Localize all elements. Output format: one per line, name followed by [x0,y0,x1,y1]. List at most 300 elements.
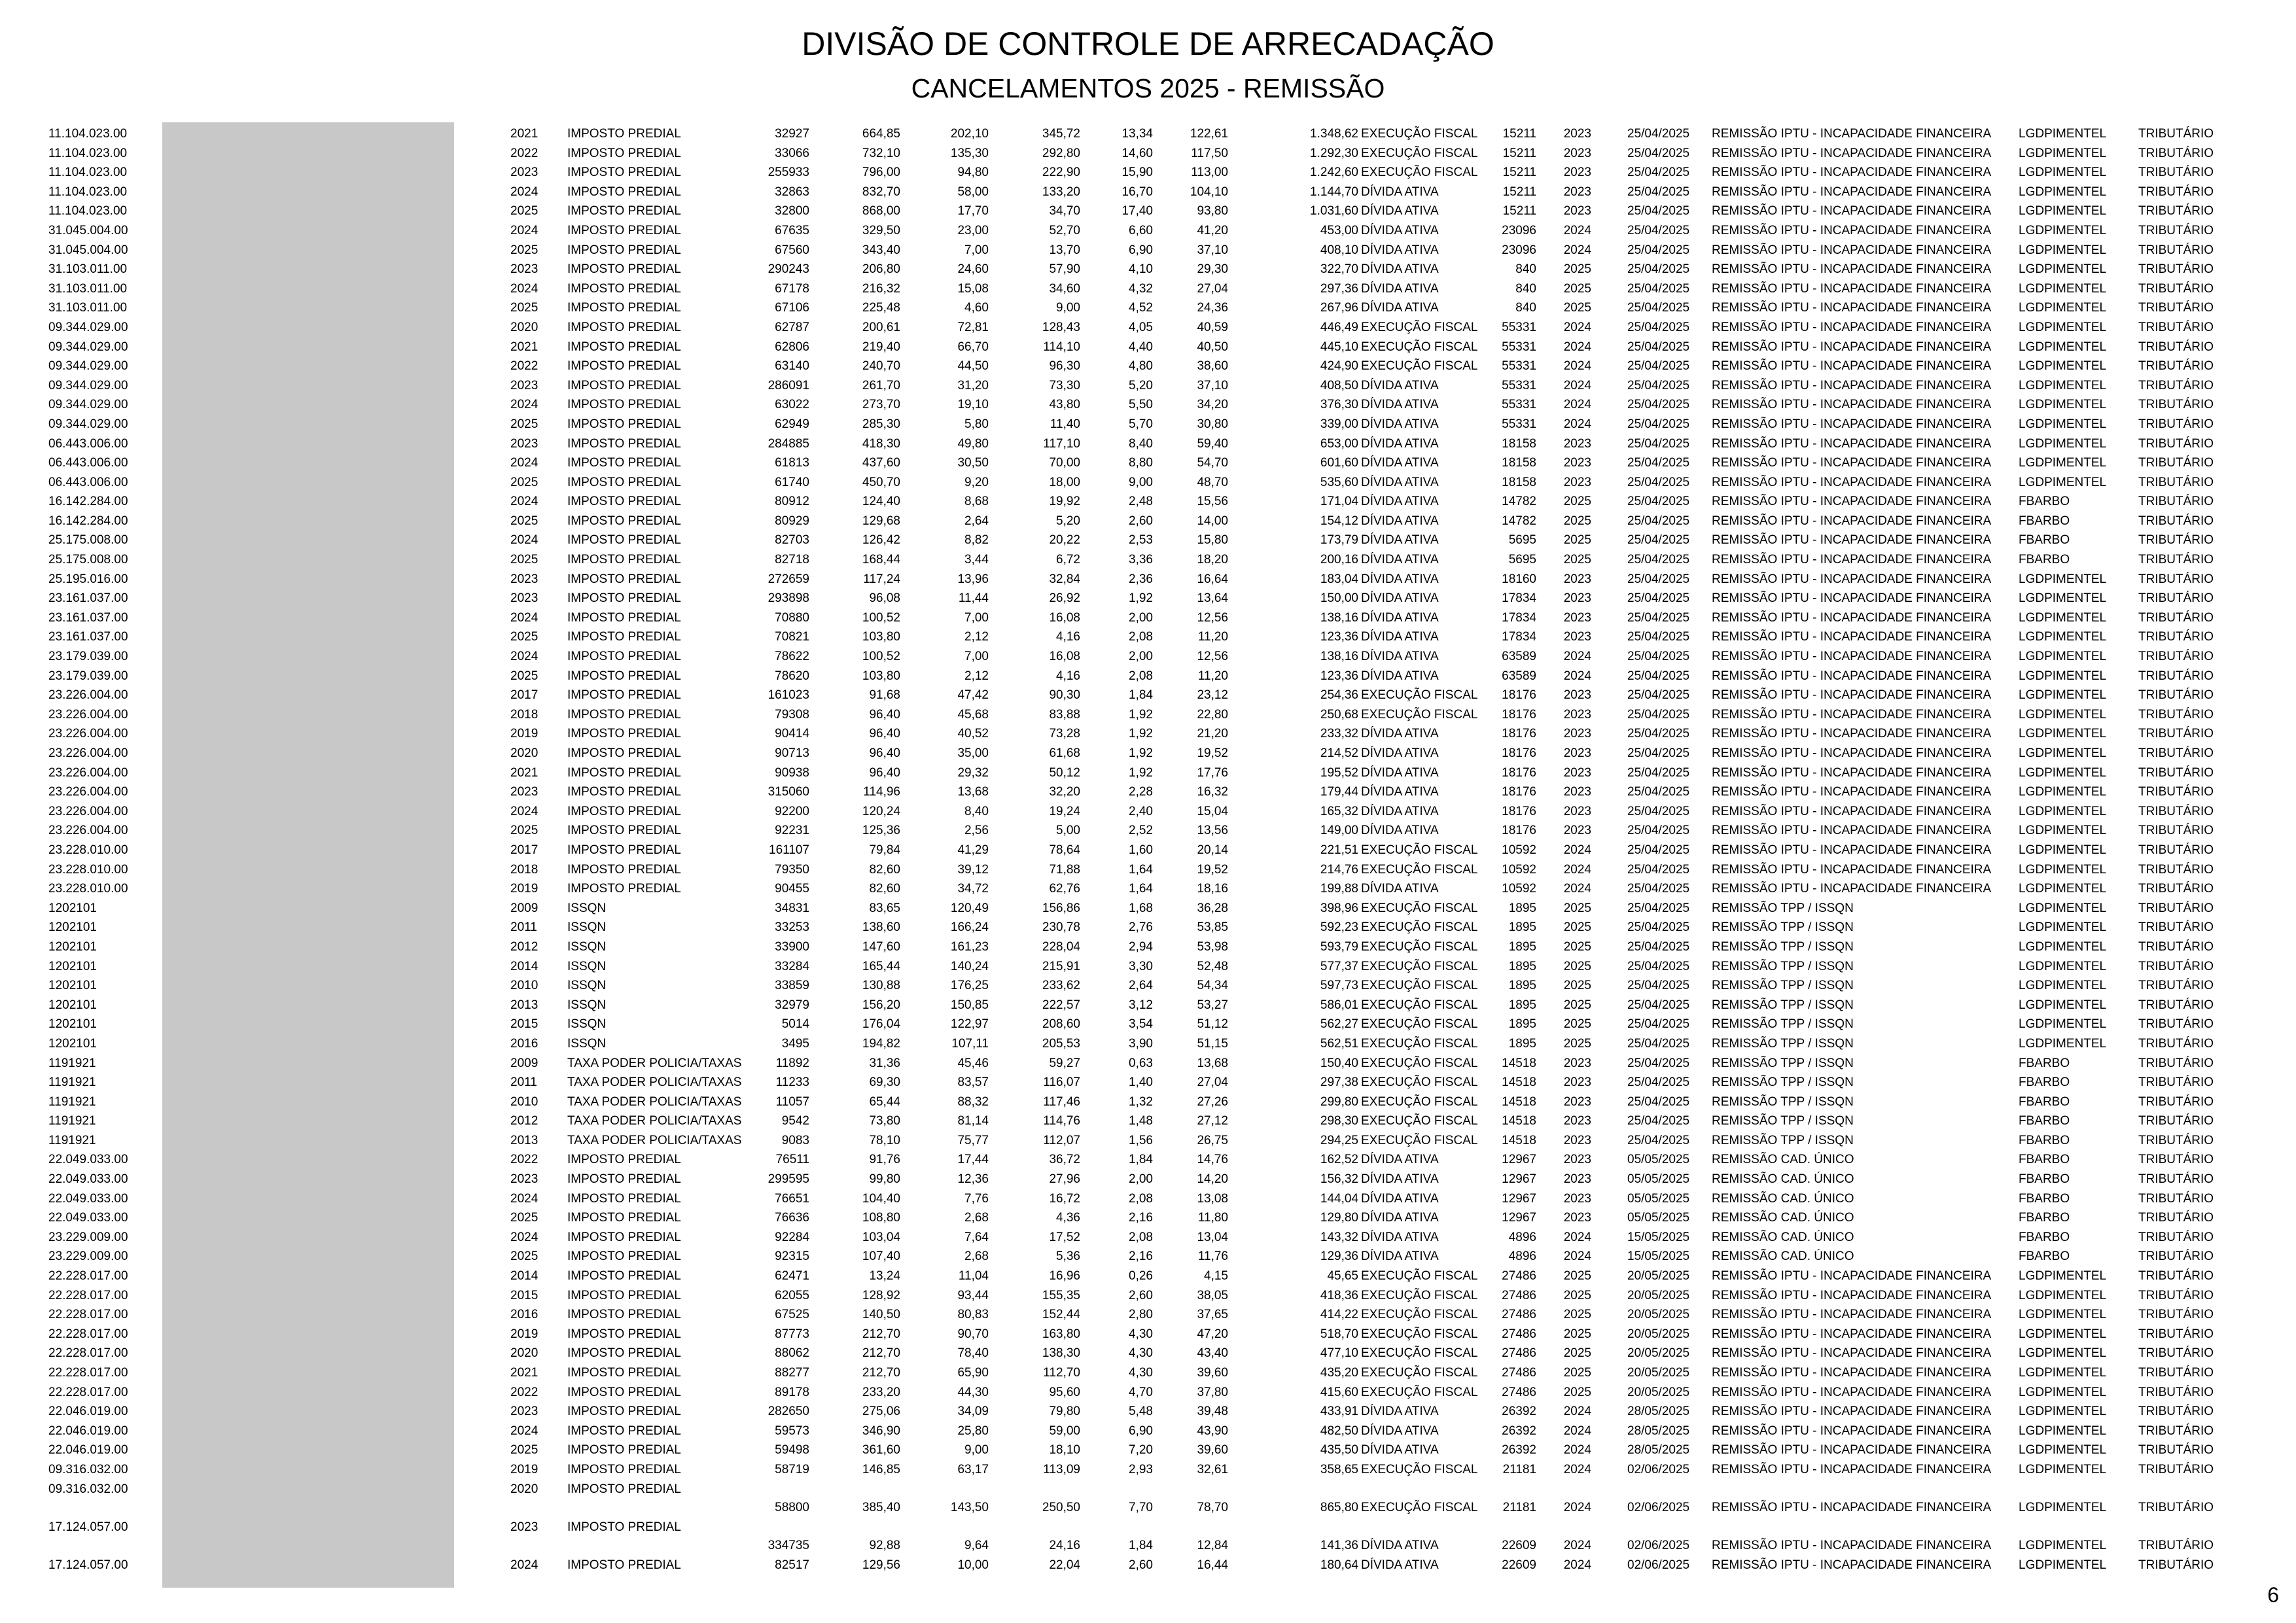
table-row [0,782,2296,802]
cell-inscricao: 31.045.004.00 [48,243,128,257]
table-row [0,1054,2296,1073]
cell-juros: 233,62 [1042,979,1080,993]
cell-setor: TRIBUTÁRIO [2138,1462,2214,1476]
cell-ano-processo: 2024 [1563,1249,1591,1264]
cell-processo: 17834 [1502,630,1536,644]
cell-situacao: EXECUÇÃO FISCAL [1361,1075,1478,1090]
cell-multa: 7,00 [964,243,989,257]
cell-data: 15/05/2025 [1627,1230,1690,1244]
cell-situacao: EXECUÇÃO FISCAL [1361,843,1478,857]
table-row [0,1556,2296,1575]
cell-valor: 146,85 [862,1462,900,1476]
cell-multa: 4,60 [964,301,989,315]
cell-exercicio: 2022 [510,359,539,374]
cell-juros: 22,04 [1049,1558,1080,1572]
cell-valor: 796,00 [862,166,900,180]
cell-situacao: EXECUÇÃO FISCAL [1361,1385,1478,1399]
cell-taxa: 2,60 [1129,1558,1153,1572]
cell-juros: 16,08 [1049,650,1080,664]
cell-usuario: LGDPIMENTEL [2019,417,2107,431]
cell-motivo: REMISSÃO IPTU - INCAPACIDADE FINANCEIRA [1712,184,1992,199]
table-row [0,899,2296,918]
cell-juros: 43,80 [1049,398,1080,412]
cell-motivo: REMISSÃO IPTU - INCAPACIDADE FINANCEIRA [1712,746,1992,760]
cell-motivo: REMISSÃO IPTU - INCAPACIDADE FINANCEIRA [1712,824,1992,838]
cell-taxa: 2,28 [1129,785,1153,799]
cell-exercicio: 2025 [510,1249,539,1264]
cell-juros: 73,28 [1049,727,1080,741]
cell-total: 535,60 [1320,475,1358,489]
cell-ano-processo: 2023 [1563,1211,1591,1225]
cell-juros: 4,16 [1056,630,1080,644]
cell-taxa: 2,08 [1129,669,1153,683]
cell-usuario: LGDPIMENTEL [2019,630,2107,644]
cell-correcao: 17,76 [1197,765,1228,780]
cell-ano-processo: 2023 [1563,1191,1591,1206]
table-row [0,957,2296,977]
cell-multa: 15,08 [957,281,989,296]
cell-juros: 345,72 [1042,127,1080,141]
table-row [0,1344,2296,1363]
cell-taxa: 8,80 [1129,456,1153,470]
cell-data: 28/05/2025 [1627,1405,1690,1419]
cell-processo: 55331 [1502,398,1536,412]
cell-juros: 205,53 [1042,1036,1080,1051]
cell-valor: 233,20 [862,1385,900,1399]
cell-ano-processo: 2023 [1563,436,1591,451]
cell-total: 592,23 [1320,920,1358,935]
table-row [0,937,2296,957]
table-row [0,802,2296,822]
cell-data: 25/04/2025 [1627,184,1690,199]
cell-processo: 840 [1515,301,1536,315]
table-row [0,163,2296,183]
cell-taxa: 3,90 [1129,1036,1153,1051]
cell-processo: 18176 [1502,765,1536,780]
cell-data: 25/04/2025 [1627,146,1690,160]
cell-valor: 385,40 [862,1500,900,1514]
cell-motivo: REMISSÃO IPTU - INCAPACIDADE FINANCEIRA [1712,1346,1992,1361]
cell-taxa: 4,70 [1129,1385,1153,1399]
cell-correcao: 27,12 [1197,1114,1228,1128]
cell-multa: 135,30 [950,146,989,160]
cell-exercicio: 2013 [510,1133,539,1147]
cell-valor: 219,40 [862,340,900,354]
cell-data: 25/04/2025 [1627,804,1690,818]
cell-taxa: 4,30 [1129,1366,1153,1380]
cell-inscricao: 23.226.004.00 [48,707,128,722]
cell-exercicio: 2023 [510,436,539,451]
cell-ano-processo: 2025 [1563,553,1591,567]
cell-exercicio: 2025 [510,1211,539,1225]
cell-multa: 13,96 [957,572,989,586]
cell-juros: 11,40 [1050,417,1080,431]
cell-motivo: REMISSÃO IPTU - INCAPACIDADE FINANCEIRA [1712,1308,1992,1322]
cell-valor: 114,96 [863,785,900,799]
cell-total: 586,01 [1320,998,1358,1012]
cell-processo: 1895 [1508,1036,1536,1051]
cell-motivo: REMISSÃO IPTU - INCAPACIDADE FINANCEIRA [1712,514,1992,528]
cell-taxa: 2,00 [1129,1172,1153,1187]
cell-lancamento: 58719 [775,1462,809,1476]
cell-situacao: EXECUÇÃO FISCAL [1361,127,1478,141]
cell-usuario: FBARBO [2019,514,2070,528]
cell-data: 25/04/2025 [1627,939,1690,954]
cell-total: 267,96 [1320,301,1358,315]
cell-valor: 212,70 [862,1366,900,1380]
cell-situacao: DÍVIDA ATIVA [1361,1211,1439,1225]
cell-situacao: DÍVIDA ATIVA [1361,882,1439,896]
cell-lancamento: 90455 [775,882,809,896]
cell-ano-processo: 2025 [1563,1288,1591,1302]
cell-juros: 222,90 [1042,166,1080,180]
cell-lancamento: 63140 [775,359,809,374]
cell-tributo: ISSQN [567,998,607,1012]
cell-exercicio: 2019 [510,1462,539,1476]
cell-multa: 17,70 [957,204,989,218]
cell-ano-processo: 2023 [1563,146,1591,160]
cell-correcao: 13,56 [1197,824,1228,838]
cell-ano-processo: 2024 [1563,843,1591,857]
cell-correcao: 11,76 [1197,1249,1228,1264]
cell-multa: 8,68 [964,495,989,509]
cell-situacao: DÍVIDA ATIVA [1361,572,1439,586]
cell-valor: 79,84 [869,843,900,857]
table-row [0,608,2296,628]
table-row [0,1440,2296,1460]
cell-processo: 55331 [1502,417,1536,431]
cell-ano-processo: 2025 [1563,281,1591,296]
cell-inscricao: 23.228.010.00 [48,843,128,857]
cell-lancamento: 299595 [768,1172,809,1187]
cell-data: 25/04/2025 [1627,1094,1690,1109]
cell-usuario: LGDPIMENTEL [2019,1385,2107,1399]
cell-processo: 14782 [1502,514,1536,528]
cell-lancamento: 3495 [781,1036,809,1051]
cell-usuario: FBARBO [2019,1114,2070,1128]
cell-taxa: 2,40 [1129,804,1153,818]
table-row [0,1111,2296,1131]
cell-processo: 27486 [1502,1308,1536,1322]
cell-valor: 107,40 [862,1249,900,1264]
cell-valor: 165,44 [862,959,900,973]
cell-ano-processo: 2025 [1563,959,1591,973]
cell-inscricao: 23.226.004.00 [48,804,128,818]
cell-juros: 71,88 [1049,862,1080,877]
cell-multa: 2,12 [964,669,989,683]
cell-usuario: LGDPIMENTEL [2019,901,2107,915]
cell-motivo: REMISSÃO TPP / ISSQN [1712,998,1854,1012]
cell-exercicio: 2022 [510,1385,539,1399]
cell-motivo: REMISSÃO IPTU - INCAPACIDADE FINANCEIRA [1712,1538,1992,1552]
cell-processo: 55331 [1502,340,1536,354]
cell-exercicio: 2022 [510,146,539,160]
cell-setor: TRIBUTÁRIO [2138,707,2214,722]
table-row [0,821,2296,841]
cell-multa: 31,20 [957,378,989,393]
cell-multa: 3,44 [964,553,989,567]
cell-processo: 1895 [1508,901,1536,915]
table-row [0,531,2296,550]
cell-taxa: 6,60 [1129,223,1153,237]
cell-data: 25/04/2025 [1627,1075,1690,1090]
cell-situacao: DÍVIDA ATIVA [1361,223,1439,237]
cell-motivo: REMISSÃO CAD. ÚNICO [1712,1230,1854,1244]
cell-juros: 83,88 [1049,707,1080,722]
cell-data: 05/05/2025 [1627,1153,1690,1167]
cell-lancamento: 76651 [775,1191,809,1206]
cell-ano-processo: 2025 [1563,939,1591,954]
cell-exercicio: 2018 [510,862,539,877]
cell-processo: 23096 [1502,223,1536,237]
cell-usuario: LGDPIMENTEL [2019,281,2107,296]
cell-motivo: REMISSÃO IPTU - INCAPACIDADE FINANCEIRA [1712,436,1992,451]
cell-setor: TRIBUTÁRIO [2138,882,2214,896]
cell-motivo: REMISSÃO IPTU - INCAPACIDADE FINANCEIRA [1712,1288,1992,1302]
cell-tributo: IMPOSTO PREDIAL [567,843,681,857]
cell-motivo: REMISSÃO TPP / ISSQN [1712,1114,1854,1128]
cell-taxa: 5,48 [1129,1405,1153,1419]
cell-multa: 65,90 [957,1366,989,1380]
cell-valor: 147,60 [862,939,900,954]
cell-inscricao: 09.344.029.00 [48,359,128,374]
cell-inscricao: 22.228.017.00 [48,1385,128,1399]
cell-total: 398,96 [1320,901,1358,915]
cell-processo: 63589 [1502,669,1536,683]
cell-valor: 99,80 [869,1172,900,1187]
cell-tributo: IMPOSTO PREDIAL [567,1269,681,1283]
cell-total: 138,16 [1320,650,1358,664]
page-title: DIVISÃO DE CONTROLE DE ARRECADAÇÃO [802,26,1494,62]
cell-taxa: 13,34 [1122,127,1153,141]
cell-juros: 19,24 [1049,804,1080,818]
cell-taxa: 7,70 [1129,1500,1153,1514]
table-row [0,221,2296,241]
cell-inscricao: 11.104.023.00 [48,127,128,141]
cell-valor: 343,40 [862,243,900,257]
cell-exercicio: 2012 [510,1114,539,1128]
cell-ano-processo: 2024 [1563,417,1591,431]
cell-motivo: REMISSÃO IPTU - INCAPACIDADE FINANCEIRA [1712,610,1992,625]
cell-total: 214,76 [1320,862,1358,877]
cell-data: 25/04/2025 [1627,707,1690,722]
cell-situacao: DÍVIDA ATIVA [1361,669,1439,683]
cell-valor: 124,40 [862,495,900,509]
cell-inscricao: 09.344.029.00 [48,417,128,431]
cell-processo: 15211 [1502,127,1536,141]
cell-taxa: 1,92 [1129,591,1153,606]
cell-ano-processo: 2025 [1563,1327,1591,1341]
cell-ano-processo: 2025 [1563,1385,1591,1399]
cell-motivo: REMISSÃO TPP / ISSQN [1712,1094,1854,1109]
cell-exercicio: 2020 [510,1482,539,1496]
cell-multa: 166,24 [950,920,989,935]
cell-juros: 155,35 [1042,1288,1080,1302]
cell-data: 25/04/2025 [1627,998,1690,1012]
cell-lancamento: 58800 [775,1500,809,1514]
cell-ano-processo: 2024 [1563,1538,1591,1552]
table-row [0,1131,2296,1151]
cell-taxa: 4,80 [1129,359,1153,374]
cell-tributo: IMPOSTO PREDIAL [567,553,681,567]
cell-setor: TRIBUTÁRIO [2138,843,2214,857]
cell-total: 435,50 [1320,1443,1358,1457]
cell-multa: 44,50 [957,359,989,374]
cell-usuario: LGDPIMENTEL [2019,1366,2107,1380]
cell-correcao: 48,70 [1197,475,1228,489]
cell-juros: 5,20 [1056,514,1080,528]
cell-situacao: DÍVIDA ATIVA [1361,1172,1439,1187]
cell-setor: TRIBUTÁRIO [2138,514,2214,528]
cell-inscricao: 1191921 [48,1056,96,1070]
cell-usuario: LGDPIMENTEL [2019,204,2107,218]
cell-multa: 2,56 [964,824,989,838]
cell-lancamento: 92200 [775,804,809,818]
cell-ano-processo: 2025 [1563,1017,1591,1032]
cell-inscricao: 22.228.017.00 [48,1366,128,1380]
cell-ano-processo: 2023 [1563,1133,1591,1147]
cell-data: 20/05/2025 [1627,1308,1690,1322]
cell-motivo: REMISSÃO IPTU - INCAPACIDADE FINANCEIRA [1712,1500,1992,1514]
cell-taxa: 2,53 [1129,533,1153,548]
cell-tributo: IMPOSTO PREDIAL [567,882,681,896]
cell-tributo: ISSQN [567,939,607,954]
cell-usuario: LGDPIMENTEL [2019,436,2107,451]
cell-data: 20/05/2025 [1627,1366,1690,1380]
table-row [0,976,2296,996]
cell-inscricao: 23.226.004.00 [48,824,128,838]
cell-setor: TRIBUTÁRIO [2138,223,2214,237]
cell-taxa: 7,20 [1129,1443,1153,1457]
cell-multa: 80,83 [957,1308,989,1322]
cell-valor: 225,48 [862,301,900,315]
cell-lancamento: 82517 [775,1558,809,1572]
cell-juros: 16,96 [1049,1269,1080,1283]
cell-inscricao: 11.104.023.00 [48,204,128,218]
cell-situacao: DÍVIDA ATIVA [1361,204,1439,218]
cell-correcao: 22,80 [1197,707,1228,722]
table-row [0,860,2296,880]
cell-situacao: DÍVIDA ATIVA [1361,650,1439,664]
cell-lancamento: 11233 [775,1075,809,1090]
cell-correcao: 59,40 [1197,436,1228,451]
cell-exercicio: 2013 [510,998,539,1012]
cell-exercicio: 2024 [510,804,539,818]
cell-correcao: 122,61 [1190,127,1228,141]
cell-ano-processo: 2025 [1563,979,1591,993]
cell-multa: 23,00 [957,223,989,237]
cell-setor: TRIBUTÁRIO [2138,533,2214,548]
cell-ano-processo: 2025 [1563,1346,1591,1361]
cell-valor: 240,70 [862,359,900,374]
cell-taxa: 3,12 [1129,998,1153,1012]
cell-total: 200,16 [1320,553,1358,567]
cell-ano-processo: 2025 [1563,920,1591,935]
cell-juros: 16,08 [1049,610,1080,625]
cell-inscricao: 23.228.010.00 [48,862,128,877]
cell-lancamento: 62949 [775,417,809,431]
table-row [0,686,2296,705]
cell-tributo: IMPOSTO PREDIAL [567,340,681,354]
cell-motivo: REMISSÃO IPTU - INCAPACIDADE FINANCEIRA [1712,1385,1992,1399]
cell-processo: 15211 [1502,146,1536,160]
cell-data: 25/04/2025 [1627,456,1690,470]
cell-usuario: LGDPIMENTEL [2019,727,2107,741]
cell-inscricao: 09.316.032.00 [48,1482,128,1496]
cell-setor: TRIBUTÁRIO [2138,1500,2214,1514]
cell-motivo: REMISSÃO IPTU - INCAPACIDADE FINANCEIRA [1712,127,1992,141]
cell-multa: 7,64 [964,1230,989,1244]
cell-motivo: REMISSÃO IPTU - INCAPACIDADE FINANCEIRA [1712,1405,1992,1419]
cell-situacao: EXECUÇÃO FISCAL [1361,959,1478,973]
cell-usuario: LGDPIMENTEL [2019,475,2107,489]
cell-total: 129,80 [1320,1211,1358,1225]
cell-situacao: DÍVIDA ATIVA [1361,533,1439,548]
cell-ano-processo: 2025 [1563,1036,1591,1051]
cell-valor: 104,40 [862,1191,900,1206]
cell-taxa: 4,52 [1129,301,1153,315]
table-row [0,473,2296,493]
cell-motivo: REMISSÃO IPTU - INCAPACIDADE FINANCEIRA [1712,785,1992,799]
cell-correcao: 19,52 [1197,862,1228,877]
cell-usuario: LGDPIMENTEL [2019,1558,2107,1572]
cell-setor: TRIBUTÁRIO [2138,436,2214,451]
cell-setor: TRIBUTÁRIO [2138,1172,2214,1187]
cell-setor: TRIBUTÁRIO [2138,184,2214,199]
cell-valor: 361,60 [862,1443,900,1457]
cell-usuario: LGDPIMENTEL [2019,746,2107,760]
cell-inscricao: 22.049.033.00 [48,1191,128,1206]
cell-inscricao: 22.228.017.00 [48,1308,128,1322]
cell-juros: 133,20 [1042,184,1080,199]
cell-juros: 70,00 [1049,456,1080,470]
cell-taxa: 0,26 [1129,1269,1153,1283]
cell-exercicio: 2023 [510,785,539,799]
cell-motivo: REMISSÃO CAD. ÚNICO [1712,1153,1854,1167]
cell-ano-processo: 2023 [1563,166,1591,180]
cell-correcao: 47,20 [1197,1327,1228,1341]
table-row [0,241,2296,260]
cell-lancamento: 61813 [775,456,809,470]
cell-correcao: 30,80 [1197,417,1228,431]
cell-usuario: FBARBO [2019,1094,2070,1109]
cell-lancamento: 80929 [775,514,809,528]
table-row [0,415,2296,434]
cell-total: 435,20 [1320,1366,1358,1380]
cell-total: 482,50 [1320,1423,1358,1438]
cell-valor: 96,40 [869,765,900,780]
cell-exercicio: 2023 [510,1520,539,1534]
cell-motivo: REMISSÃO IPTU - INCAPACIDADE FINANCEIRA [1712,1327,1992,1341]
cell-valor: 129,56 [862,1558,900,1572]
cell-situacao: DÍVIDA ATIVA [1361,243,1439,257]
cell-situacao: DÍVIDA ATIVA [1361,475,1439,489]
cell-usuario: LGDPIMENTEL [2019,146,2107,160]
cell-total: 518,70 [1320,1327,1358,1341]
table-row [0,124,2296,144]
cell-total: 195,52 [1320,765,1358,780]
cell-setor: TRIBUTÁRIO [2138,495,2214,509]
table-row [0,1092,2296,1112]
cell-correcao: 29,30 [1197,262,1228,277]
cell-juros: 208,60 [1042,1017,1080,1032]
cell-inscricao: 31.045.004.00 [48,223,128,237]
table-row [0,357,2296,376]
cell-total: 254,36 [1320,688,1358,703]
cell-multa: 25,80 [957,1423,989,1438]
cell-tributo: IMPOSTO PREDIAL [567,669,681,683]
cell-correcao: 20,14 [1197,843,1228,857]
